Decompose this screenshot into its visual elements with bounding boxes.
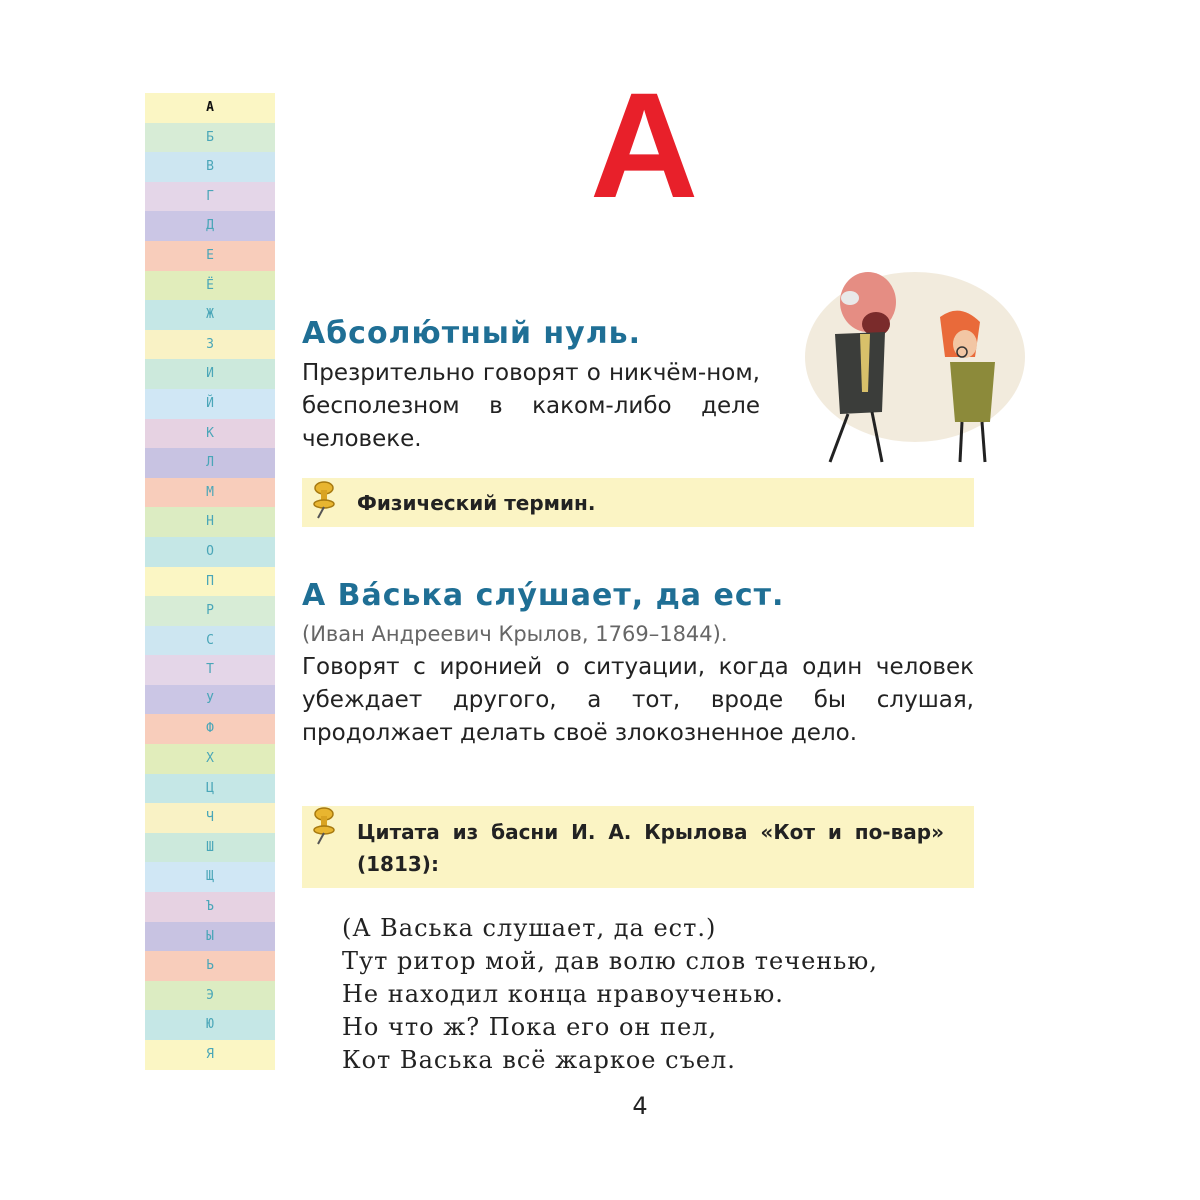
alphabet-letter[interactable]: Д <box>145 211 275 241</box>
note-text: Физический термин. <box>357 491 596 515</box>
alphabet-letter[interactable]: Ы <box>145 922 275 952</box>
alphabet-letter[interactable]: О <box>145 537 275 567</box>
alphabet-letter[interactable]: З <box>145 330 275 360</box>
alphabet-letter[interactable]: Б <box>145 123 275 153</box>
alphabet-letter[interactable]: К <box>145 419 275 449</box>
entry-title: Абсолю́тный нуль. <box>302 316 642 351</box>
section-letter: А <box>590 61 699 229</box>
alphabet-letter[interactable]: М <box>145 478 275 508</box>
alphabet-letter[interactable]: С <box>145 626 275 656</box>
alphabet-letter[interactable]: Т <box>145 655 275 685</box>
alphabet-letter[interactable]: Ч <box>145 803 275 833</box>
alphabet-letter[interactable]: Г <box>145 182 275 212</box>
alphabet-letter[interactable]: Ф <box>145 714 275 744</box>
page-number: 4 <box>632 1092 648 1120</box>
poem-quote <box>342 912 878 1077</box>
alphabet-letter[interactable]: Ж <box>145 300 275 330</box>
poem-line: Кот Васька всё жаркое съел. <box>342 1046 736 1074</box>
poem-line: Не находил конца нравоученью. <box>342 980 784 1008</box>
entry-definition: Говорят с иронией о ситуации, когда один человек убеждает другого, а тот, вроде бы слушая, продолжает делать своё злокозненное дело. <box>302 654 974 746</box>
alphabet-letter[interactable]: Ъ <box>145 892 275 922</box>
alphabet-letter[interactable]: А <box>145 93 275 123</box>
alphabet-letter[interactable]: Р <box>145 596 275 626</box>
alphabet-letter[interactable]: Н <box>145 507 275 537</box>
alphabet-index <box>145 93 275 1070</box>
alphabet-letter[interactable]: Я <box>145 1040 275 1070</box>
alphabet-letter[interactable]: У <box>145 685 275 715</box>
alphabet-letter[interactable]: Ц <box>145 774 275 804</box>
note-box <box>302 478 974 527</box>
poem-line: Тут ритор мой, дав волю слов теченью, <box>342 947 878 975</box>
entry-title: А Ва́ська слу́шает, да ест. <box>302 578 785 613</box>
alphabet-letter[interactable]: Ь <box>145 951 275 981</box>
alphabet-letter[interactable]: П <box>145 567 275 597</box>
alphabet-letter[interactable]: В <box>145 152 275 182</box>
pushpin-icon <box>304 806 338 846</box>
alphabet-letter[interactable]: Х <box>145 744 275 774</box>
note-box <box>302 806 974 888</box>
two-men-arguing-illustration <box>790 262 1030 467</box>
entry-author: (Иван Андреевич Крылов, 1769–1844). <box>302 622 728 646</box>
alphabet-letter[interactable]: Ё <box>145 271 275 301</box>
poem-line: Но что ж? Пока его он пел, <box>342 1013 718 1041</box>
pushpin-icon <box>304 480 338 520</box>
alphabet-letter[interactable]: Й <box>145 389 275 419</box>
alphabet-letter[interactable]: И <box>145 359 275 389</box>
poem-line: (А Васька слушает, да ест.) <box>342 914 717 942</box>
entry-definition: Презрительно говорят о никчём-ном, бесполезном в каком-либо деле человеке. <box>302 360 760 452</box>
alphabet-letter[interactable]: Э <box>145 981 275 1011</box>
alphabet-letter[interactable]: Л <box>145 448 275 478</box>
alphabet-letter[interactable]: Ю <box>145 1010 275 1040</box>
alphabet-letter[interactable]: Е <box>145 241 275 271</box>
note-text: Цитата из басни И. А. Крылова «Кот и по-вар» (1813): <box>357 820 944 876</box>
alphabet-letter[interactable]: Щ <box>145 862 275 892</box>
alphabet-letter[interactable]: Ш <box>145 833 275 863</box>
